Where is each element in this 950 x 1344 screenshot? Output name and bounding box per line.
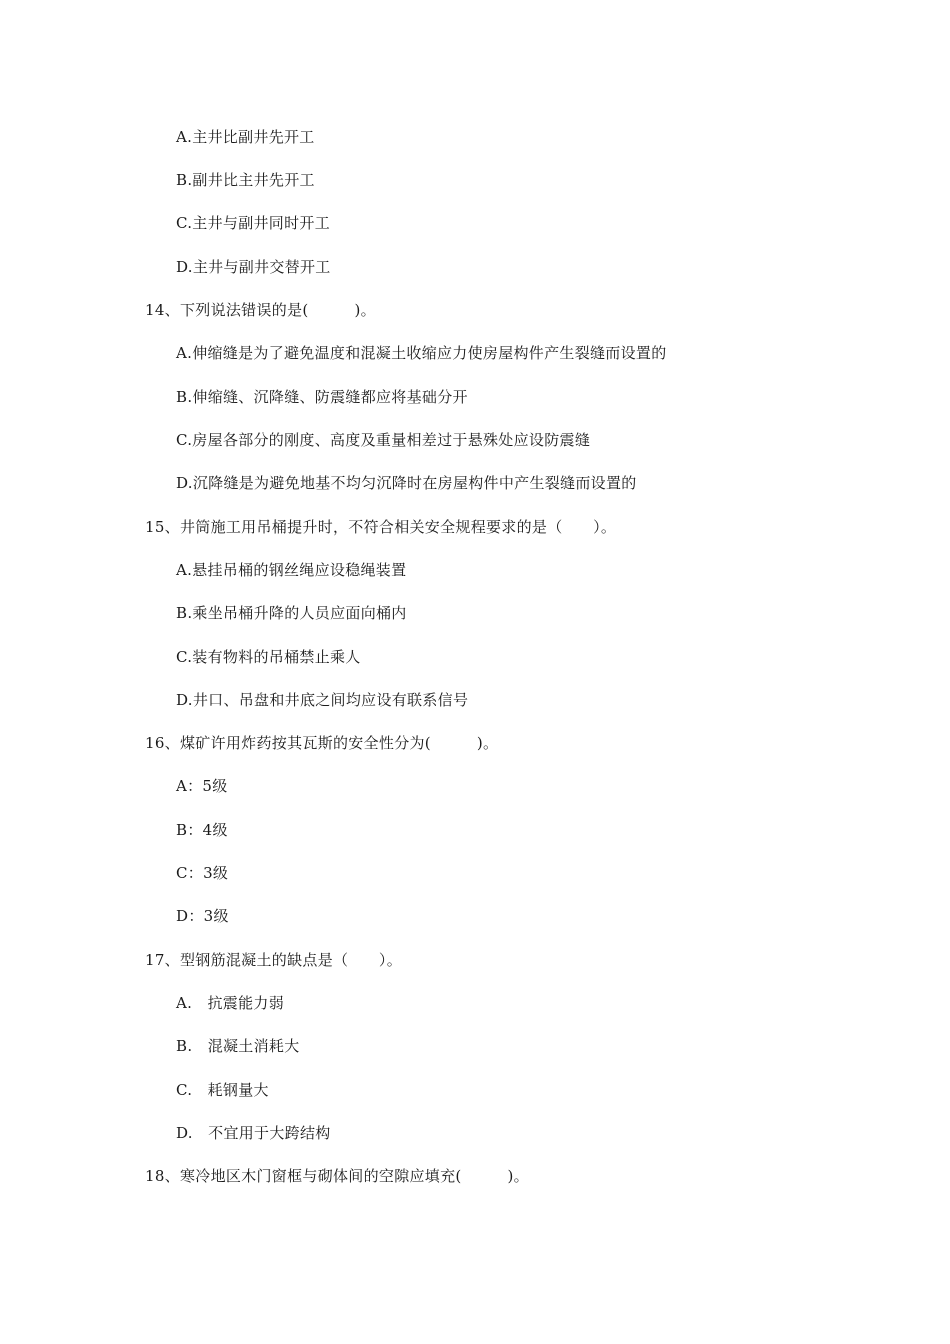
q15-stem: 15、井筒施工用吊桶提升时，不符合相关安全规程要求的是（ ）。 (145, 518, 617, 536)
q16-option-b: B：4级 (176, 821, 228, 839)
q14-option-b: B.伸缩缝、沉降缝、防震缝都应将基础分开 (176, 388, 468, 406)
q17-option-d: D. 不宜用于大跨结构 (176, 1124, 331, 1142)
q17-option-a: A. 抗震能力弱 (176, 994, 285, 1012)
q15-option-d: D.井口、吊盘和井底之间均应设有联系信号 (176, 691, 469, 709)
q17-option-c: C. 耗钢量大 (176, 1081, 269, 1099)
q13-option-a: A.主井比副井先开工 (176, 128, 315, 146)
q15-option-b: B.乘坐吊桶升降的人员应面向桶内 (176, 604, 407, 622)
q13-option-d: D.主井与副井交替开工 (176, 258, 331, 276)
q14-option-c: C.房屋各部分的刚度、高度及重量相差过于悬殊处应设防震缝 (176, 431, 591, 449)
q15-option-c: C.装有物料的吊桶禁止乘人 (176, 648, 361, 666)
q17-stem: 17、型钢筋混凝土的缺点是（ ）。 (145, 951, 402, 969)
q15-option-a: A.悬挂吊桶的钢丝绳应设稳绳装置 (176, 561, 407, 579)
q14-stem: 14、下列说法错误的是( )。 (145, 301, 376, 319)
q14-option-d: D.沉降缝是为避免地基不均匀沉降时在房屋构件中产生裂缝而设置的 (176, 474, 637, 492)
q14-option-a: A.伸缩缝是为了避免温度和混凝土收缩应力使房屋构件产生裂缝而设置的 (176, 344, 667, 362)
q16-option-d: D：3级 (176, 907, 229, 925)
q16-stem: 16、煤矿许用炸药按其瓦斯的安全性分为( )。 (145, 734, 499, 752)
q13-option-b: B.副井比主井先开工 (176, 171, 315, 189)
q17-option-b: B. 混凝土消耗大 (176, 1037, 300, 1055)
q16-option-c: C：3级 (176, 864, 229, 882)
q16-option-a: A：5级 (176, 777, 228, 795)
q13-option-c: C.主井与副井同时开工 (176, 214, 331, 232)
q18-stem: 18、寒冷地区木门窗框与砌体间的空隙应填充( )。 (145, 1167, 529, 1185)
